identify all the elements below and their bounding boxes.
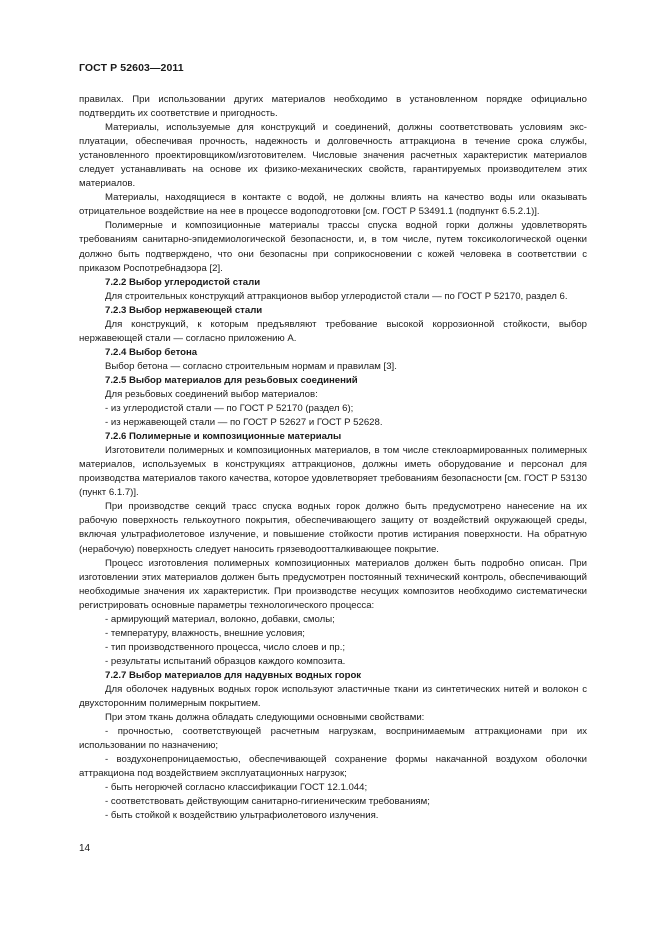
list-item: - воздухонепроницаемостью, обеспечивающей сохранение формы накачанной воздухом оболочки аттракциона под воздействием эксплуатационных нагрузок; (79, 754, 587, 780)
section-heading: 7.2.4 Выбор бетона (105, 346, 198, 358)
paragraph: Процесс изготовления полимерных композиционных материалов должен быть подробно описан. При изготовлении этих материалов должен быть предусмотрен постоянный технический контроль, обеспечивающий необходимые значения их характеристик. При производстве несущих композитов необходимо систематически регистрировать основные параметры технологического процесса: (79, 557, 587, 611)
list-item: - результаты испытаний образцов каждого композита. (105, 655, 346, 667)
section-heading: 7.2.7 Выбор материалов для надувных водных горок (105, 669, 362, 681)
list-item: - тип производственного процесса, число слоев и пр.; (105, 641, 346, 653)
paragraph: Для конструкций, к которым предъявляют требование высокой коррозионной стойкости, выбор нержавеющей стали — согласно приложению А. (79, 318, 587, 344)
section-heading: 7.2.3 Выбор нержавеющей стали (105, 304, 263, 316)
list-item: - температуру, влажность, внешние условия; (105, 627, 305, 639)
section-heading: 7.2.6 Полимерные и композиционные материалы (105, 431, 342, 443)
paragraph-continued: правилах. При использовании других материалов необходимо в установленном порядке официально подтвердить их соответствие и пригодность. (79, 94, 587, 120)
list-item: - из нержавеющей стали — по ГОСТ Р 52627 и ГОСТ Р 52628. (105, 417, 383, 429)
paragraph: Полимерные и композиционные материалы трассы спуска водной горки должны удовлетворять требованиям санитарно-эпидемиологической безопасности, и, в том числе, путем токсикологической оценки должно быть подтверждено, что они безопасны при соприкосновении с кожей человека в соответствии с приказом Роспотребнадзора [2]. (79, 220, 587, 274)
list-item: - армирующий материал, волокно, добавки, смолы; (105, 613, 335, 625)
list-item: - прочностью, соответствующей расчетным нагрузкам, воспринимаемым аттракционами при их использовании по назначению; (79, 726, 587, 752)
section-heading: 7.2.2 Выбор углеродистой стали (105, 276, 261, 288)
section-heading: 7.2.5 Выбор материалов для резьбовых соединений (105, 374, 358, 386)
list-item: - соответствовать действующим санитарно-гигиеническим требованиям; (105, 796, 430, 808)
paragraph: Материалы, используемые для конструкций и соединений, должны соответствовать условиям эксплуатации, обеспечивая прочность, надежность и долговечность аттракциона в течение срока службы, установленного проектировщиком/изготовителем. Числовые значения расчетных характеристик материалов следует устанавливать на основе их физико-механических свойств, гарантируемых производителем этих материалов. (79, 122, 587, 190)
paragraph: Для резьбовых соединений выбор материалов: (105, 388, 318, 400)
document-body (79, 93, 587, 823)
paragraph: Выбор бетона — согласно строительным нормам и правилам [3]. (105, 360, 397, 372)
list-item: - быть негорючей согласно классификации ГОСТ 12.1.044; (105, 782, 368, 794)
paragraph: Для строительных конструкций аттракционов выбор углеродистой стали — по ГОСТ Р 52170, раздел 6. (105, 290, 568, 302)
paragraph: При этом ткань должна обладать следующими основными свойствами: (105, 712, 425, 724)
paragraph: Изготовители полимерных и композиционных материалов, в том числе стеклоармированных полимерных материалов, используемых в конструкциях аттракционов, должны иметь оборудование и персонал для производства материалов такого качества, которое удовлетворяет требованиям безопасности [см. ГОСТ Р 53130 (пункт 6.1.7)]. (79, 445, 587, 499)
document-header: ГОСТ Р 52603—2011 (79, 62, 184, 74)
page-number: 14 (79, 843, 91, 854)
paragraph: Материалы, находящиеся в контакте с водой, не должны влиять на качество воды или оказывать отрицательное воздействие на нее в процессе водоподготовки [см. ГОСТ Р 53491.1 (подпункт 6.5.2.1)]. (79, 192, 587, 218)
list-item: - быть стойкой к воздействию ультрафиолетового излучения. (105, 810, 379, 822)
paragraph: При производстве секций трасс спуска водных горок должно быть предусмотрено нанесение на их рабочую поверхность гелькоутного покрытия, обеспечивающего защиту от воздействий окружающей среды, включая ультрафиолетовое излучение, и повышение стойкости против истирания поверхности. На обратную (нерабочую) поверхность следует наносить грязеводоотталкивающее покрытие. (79, 501, 587, 555)
list-item: - из углеродистой стали — по ГОСТ Р 52170 (раздел 6); (105, 403, 354, 415)
paragraph: Для оболочек надувных водных горок используют эластичные ткани из синтетических нитей и волокон с двухсторонним полимерным покрытием. (79, 683, 587, 710)
